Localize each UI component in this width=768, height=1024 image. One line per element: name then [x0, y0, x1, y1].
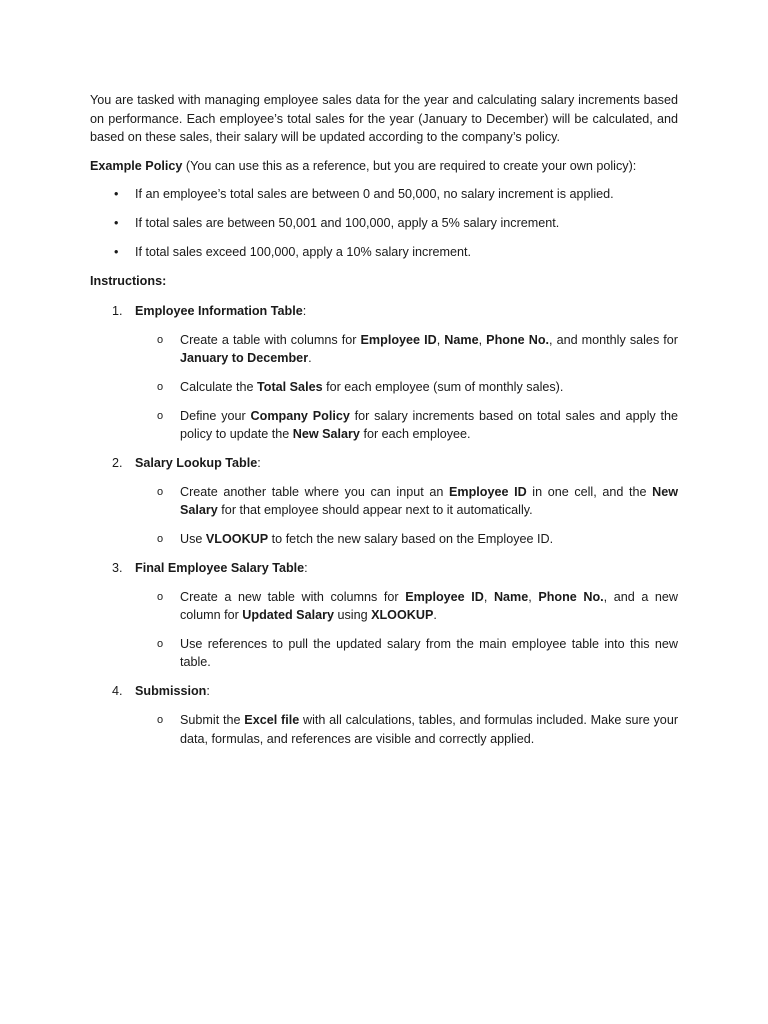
instructions-heading: Instructions:: [90, 274, 167, 289]
instruction-step: [90, 559, 678, 672]
step-item-text: Define your: [180, 408, 251, 423]
circle-bullet-icon: o: [157, 380, 164, 393]
emphasis-text: Employee ID: [360, 332, 437, 347]
emphasis-text: New Salary: [292, 427, 360, 442]
step-item-text: Create a new table with columns for: [180, 589, 406, 604]
step-item-text: , and monthly sales for: [549, 332, 679, 347]
step-items: [135, 711, 678, 748]
step-item-text: in one cell, and the: [526, 484, 653, 499]
step-item: [135, 407, 678, 444]
example-policy-paragraph: [90, 157, 678, 176]
step-items: [135, 588, 678, 672]
step-title-suffix: :: [206, 684, 210, 699]
emphasis-text: VLOOKUP: [205, 531, 269, 546]
policy-rule-text: If total sales exceed 100,000, apply a 10% salary increment.: [135, 245, 472, 260]
step-title-suffix: :: [257, 455, 261, 470]
circle-bullet-icon: o: [157, 532, 164, 545]
emphasis-text: XLOOKUP: [371, 608, 434, 623]
step-item: [135, 635, 678, 672]
emphasis-text: Phone No.: [486, 332, 550, 347]
emphasis-text: Excel file: [244, 713, 300, 728]
emphasis-text: Phone No.: [538, 589, 604, 604]
circle-bullet-icon: o: [157, 485, 164, 498]
policy-rule-text: If an employee’s total sales are between 0 and 50,000, no salary increment is applied.: [135, 187, 614, 202]
emphasis-text: Updated Salary: [242, 608, 334, 623]
bullet-icon: •: [114, 216, 119, 231]
policy-rule: [90, 185, 678, 204]
document-body: [90, 91, 678, 758]
step-item: [135, 483, 678, 520]
step-number: 2.: [112, 455, 123, 470]
circle-bullet-icon: o: [157, 637, 164, 650]
step-item-text: ,: [483, 589, 494, 604]
example-policy-note: (You can use this as a reference, but you are required to create your own policy):: [182, 158, 637, 173]
step-item-text: .: [308, 351, 312, 366]
emphasis-text: Employee ID: [405, 589, 484, 604]
circle-bullet-icon: o: [157, 333, 164, 346]
step-item-text: ,: [436, 332, 445, 347]
step-item-text: for salary increments based on total sales and apply the policy to update the: [180, 408, 678, 442]
step-item-text: Create another table where you can input an: [180, 484, 449, 499]
policy-rule-text: If total sales are between 50,001 and 100,000, apply a 5% salary increment.: [135, 216, 560, 231]
emphasis-text: January to December: [180, 351, 309, 366]
step-item: [135, 378, 678, 397]
emphasis-text: Company Policy: [250, 408, 350, 423]
step-item: [135, 711, 678, 748]
step-items: [135, 483, 678, 549]
step-title-text: Salary Lookup Table: [135, 455, 258, 470]
circle-bullet-icon: o: [157, 590, 164, 603]
step-title-text: Submission: [135, 684, 207, 699]
step-item-text: .: [433, 608, 437, 623]
step-title-suffix: :: [302, 303, 307, 318]
policy-rule: [90, 214, 678, 233]
step-item: [135, 588, 678, 625]
example-policy-label: Example Policy: [90, 158, 183, 173]
step-items: [135, 331, 678, 444]
emphasis-text: Total Sales: [257, 379, 323, 394]
policy-rule: [90, 243, 678, 262]
instruction-step: [90, 682, 678, 748]
step-item-text: Create a table with columns for: [180, 332, 361, 347]
emphasis-text: Name: [493, 589, 529, 604]
step-item-text: Calculate the: [180, 379, 258, 394]
step-title: [135, 454, 678, 473]
step-item-text: using: [333, 608, 372, 623]
instruction-step: [90, 302, 678, 444]
emphasis-text: Employee ID: [448, 484, 527, 499]
circle-bullet-icon: o: [157, 409, 164, 422]
step-item-text: with all calculations, tables, and formulas included. Make sure your data, formulas, and references are visible and correctly applied.: [180, 713, 679, 746]
step-item: [135, 331, 678, 368]
step-item-text: ,: [528, 589, 539, 604]
step-item-text: for that employee should appear next to it automatically.: [217, 503, 533, 518]
step-title-text: Employee Information Table: [135, 303, 303, 318]
step-item-text: , and a new column for: [180, 589, 678, 623]
intro-paragraph: You are tasked with managing employee sales data for the year and calculating salary increments based on performance. Each employee’s total sales for the year (January to December) will be calculated, and based on these sales, their salary will be updated according to the company’s policy.: [90, 93, 678, 145]
step-number: 3.: [112, 560, 123, 575]
policy-rules-list: [90, 185, 678, 261]
step-title-suffix: :: [304, 560, 308, 575]
step-item-text: Use references to pull the updated salary from the main employee table into this new table.: [180, 636, 678, 670]
emphasis-text: Name: [444, 332, 479, 347]
emphasis-text: New Salary: [180, 484, 678, 518]
step-item-text: Use: [180, 531, 206, 546]
step-item-text: Submit the: [180, 713, 245, 728]
circle-bullet-icon: o: [157, 714, 164, 727]
bullet-icon: •: [114, 245, 119, 260]
bullet-icon: •: [114, 187, 119, 202]
instruction-step: [90, 454, 678, 549]
step-title-text: Final Employee Salary Table: [135, 560, 305, 575]
step-number: 1.: [112, 303, 123, 318]
step-number: 4.: [112, 684, 123, 699]
step-item: [135, 530, 678, 549]
step-title: [135, 559, 678, 578]
step-title: [135, 302, 678, 321]
step-item-text: ,: [478, 332, 487, 347]
step-item-text: for each employee.: [359, 427, 471, 442]
step-item-text: for each employee (sum of monthly sales).: [322, 379, 564, 394]
step-title: [135, 682, 678, 701]
instructions-list: [90, 302, 678, 749]
step-item-text: to fetch the new salary based on the Employee ID.: [268, 531, 554, 546]
